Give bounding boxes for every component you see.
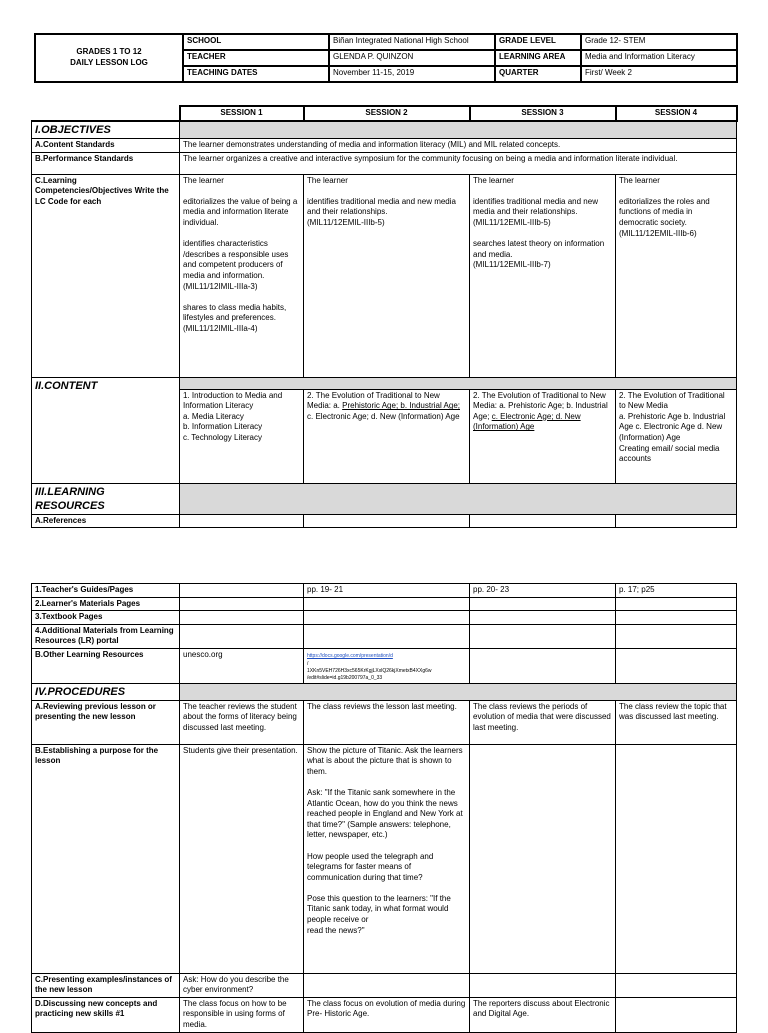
learners-materials-label: 2.Learner's Materials Pages — [32, 597, 180, 611]
procedures-heading: IV.PROCEDURES — [32, 683, 180, 700]
references-label: A.References — [32, 514, 180, 528]
content-standards-label: A.Content Standards — [32, 139, 180, 153]
procedure-a-label: A.Reviewing previous lesson or presenting the new lesson — [32, 700, 180, 744]
procedure-a-session-2: The class reviews the lesson last meeting. — [304, 700, 470, 744]
grade-label: GRADE LEVEL — [495, 34, 581, 50]
procedure-d-label: D.Discussing new concepts and practicing new skills #1 — [32, 997, 180, 1032]
additional-materials-session-4 — [616, 624, 737, 648]
procedure-d-session-3: The reporters discuss about Electronic and Digital Age. — [470, 997, 616, 1032]
content-session-4: 2. The Evolution of Traditional to New Media a. Prehistoric Age b. Industrial Age c. Electronic Age d. New (Information) Age Creating email/ social media accounts — [616, 389, 737, 483]
references-session-1 — [180, 514, 304, 528]
lesson-table-page2 — [31, 583, 737, 1033]
objectives-heading: I.OBJECTIVES — [32, 121, 180, 139]
dates-value: November 11-15, 2019 — [329, 66, 495, 82]
teachers-guides-session-3: pp. 20- 23 — [470, 584, 616, 598]
other-resources-session-2 — [304, 648, 470, 683]
competencies-session-1: The learner editorializes the value of being a media and information literate individual. identifies characteristics /describes a responsible uses and competent producers of media and information. (MIL11/12IMIL-IIIa-3) shares to class media habits, lifestyles and preferences. (MIL11/12IMIL-IIIa-4) — [180, 174, 304, 377]
competencies-label: C.Learning Competencies/Objectives Write the LC Code for each — [32, 174, 180, 377]
content-session-2-pre: 2. The Evolution of Traditional to New Media: a. — [307, 390, 440, 411]
procedure-c-session-2 — [304, 973, 470, 997]
learning-resources-heading-fill — [180, 483, 737, 514]
procedure-c-session-4 — [616, 973, 737, 997]
procedures-heading-fill — [180, 683, 737, 700]
procedure-c-session-1: Ask: How do you describe the cyber environment? — [180, 973, 304, 997]
references-session-2 — [304, 514, 470, 528]
procedure-c-label: C.Presenting examples/instances of the new lesson — [32, 973, 180, 997]
content-session-2-post: c. Electronic Age; d. New (Information) Age — [307, 411, 460, 421]
learners-materials-session-3 — [470, 597, 616, 611]
competencies-session-3: The learner identifies traditional media and new media and their relationships. (MIL11/12EMIL-IIIb-5) searches latest theory on information and media. (MIL11/12EMIL-IIIb-7) — [470, 174, 616, 377]
teachers-guides-session-2: pp. 19- 21 — [304, 584, 470, 598]
additional-materials-session-1 — [180, 624, 304, 648]
procedure-d-session-1: The class focus on how to be responsible in using forms of media. — [180, 997, 304, 1032]
textbook-pages-session-1 — [180, 611, 304, 625]
procedure-b-session-1: Students give their presentation. — [180, 744, 304, 973]
procedure-d-session-4 — [616, 997, 737, 1032]
procedure-c-session-3 — [470, 973, 616, 997]
quarter-label: QUARTER — [495, 66, 581, 82]
session-1-header: SESSION 1 — [180, 106, 304, 121]
other-resources-session-1: unesco.org — [180, 648, 304, 683]
references-session-4 — [616, 514, 737, 528]
textbook-pages-session-2 — [304, 611, 470, 625]
content-heading: II.CONTENT — [32, 377, 180, 483]
competencies-session-4: The learner editorializes the roles and functions of media in democratic society. (MIL11/12EMIL-IIIb-6) — [616, 174, 737, 377]
teacher-value: GLENDA P. QUINZON — [329, 50, 495, 66]
grade-value: Grade 12- STEM — [581, 34, 737, 50]
procedure-b-session-4 — [616, 744, 737, 973]
additional-materials-session-3 — [470, 624, 616, 648]
teachers-guides-label: 1.Teacher's Guides/Pages — [32, 584, 180, 598]
other-resources-session-3 — [470, 648, 616, 683]
references-session-3 — [470, 514, 616, 528]
lesson-table-page1 — [31, 105, 738, 528]
dates-label: TEACHING DATES — [183, 66, 329, 82]
log-title-line2: DAILY LESSON LOG — [70, 58, 148, 67]
teachers-guides-session-4: p. 17; p25 — [616, 584, 737, 598]
session-2-header: SESSION 2 — [304, 106, 470, 121]
learners-materials-session-1 — [180, 597, 304, 611]
content-session-3-pre: 2. The Evolution of Traditional to New Media: a. Prehistoric Age; b. Industrial Age; — [473, 390, 608, 421]
log-title — [35, 34, 183, 82]
school-value: Biñan Integrated National High School — [329, 34, 495, 50]
content-session-2 — [304, 389, 470, 483]
school-label: SCHOOL — [183, 34, 329, 50]
area-label: LEARNING AREA — [495, 50, 581, 66]
session-3-header: SESSION 3 — [470, 106, 616, 121]
learners-materials-session-2 — [304, 597, 470, 611]
content-session-3-underlined: c. Electronic Age; d. New (Information) Age — [473, 411, 581, 432]
objectives-heading-fill — [180, 121, 737, 139]
procedure-a-session-4: The class review the topic that was discussed last meeting. — [616, 700, 737, 744]
procedure-a-session-3: The class reviews the periods of evolution of media that were discussed last meeting. — [470, 700, 616, 744]
content-session-1: 1. Introduction to Media and Information Literacy a. Media Literacy b. Information Literacy c. Technology Literacy — [180, 389, 304, 483]
performance-standards-label: B.Performance Standards — [32, 152, 180, 174]
procedure-b-session-2: Show the picture of Titanic. Ask the learners what is about the picture that is shown to them. Ask: "If the Titanic sank somewhere in the Atlantic Ocean, how do you think the news reached people in England and New York at that time?" (Sample answers: telephone, letter, newspaper, etc.) How people used the telegraph and telegrams for faster means of communication during that time? Pose this question to the learners: "If the Titanic sank today, in what format would people receive or read the news?" — [304, 744, 470, 973]
additional-materials-label: 4.Additional Materials from Learning Resources (LR) portal — [32, 624, 180, 648]
performance-standards-value: The learner organizes a creative and interactive symposium for the community focusing on being a media and information literate individual. — [180, 152, 737, 174]
content-heading-fill — [180, 377, 737, 389]
procedure-d-session-2: The class focus on evolution of media during Pre- Historic Age. — [304, 997, 470, 1032]
textbook-pages-label: 3.Textbook Pages — [32, 611, 180, 625]
competencies-session-2: The learner identifies traditional media and new media and their relationships. (MIL11/12EMIL-IIIb-5) — [304, 174, 470, 377]
textbook-pages-session-4 — [616, 611, 737, 625]
learners-materials-session-4 — [616, 597, 737, 611]
textbook-pages-session-3 — [470, 611, 616, 625]
teacher-label: TEACHER — [183, 50, 329, 66]
procedure-a-session-1: The teacher reviews the student about the forms of literacy being discussed last meeting. — [180, 700, 304, 744]
learning-resources-heading: III.LEARNING RESOURCES — [32, 483, 180, 514]
content-session-3 — [470, 389, 616, 483]
header-table — [34, 33, 738, 83]
session-4-header: SESSION 4 — [616, 106, 737, 121]
session-header-blank — [32, 106, 180, 121]
content-standards-value: The learner demonstrates understanding of media and information literacy (MIL) and MIL related concepts. — [180, 139, 737, 153]
other-resources-label: B.Other Learning Resources — [32, 648, 180, 683]
quarter-value: First/ Week 2 — [581, 66, 737, 82]
area-value: Media and Information Literacy — [581, 50, 737, 66]
google-slides-link[interactable]: https://docs.google.com/presentation/d — [307, 652, 393, 659]
google-slides-link-rest: / 1XKn5VEH726H3xc565KrKgjLXxlQ26kjXmetxB4XXg6w /edit#slide=id.g19b200797a_0_33 — [307, 660, 432, 681]
other-resources-session-4 — [616, 648, 737, 683]
procedure-b-label: B.Establishing a purpose for the lesson — [32, 744, 180, 973]
content-session-2-underlined: Prehistoric Age; b. Industrial Age; — [342, 401, 460, 411]
procedure-b-session-3 — [470, 744, 616, 973]
log-title-line1: GRADES 1 TO 12 — [76, 47, 142, 57]
additional-materials-session-2 — [304, 624, 470, 648]
teachers-guides-session-1 — [180, 584, 304, 598]
